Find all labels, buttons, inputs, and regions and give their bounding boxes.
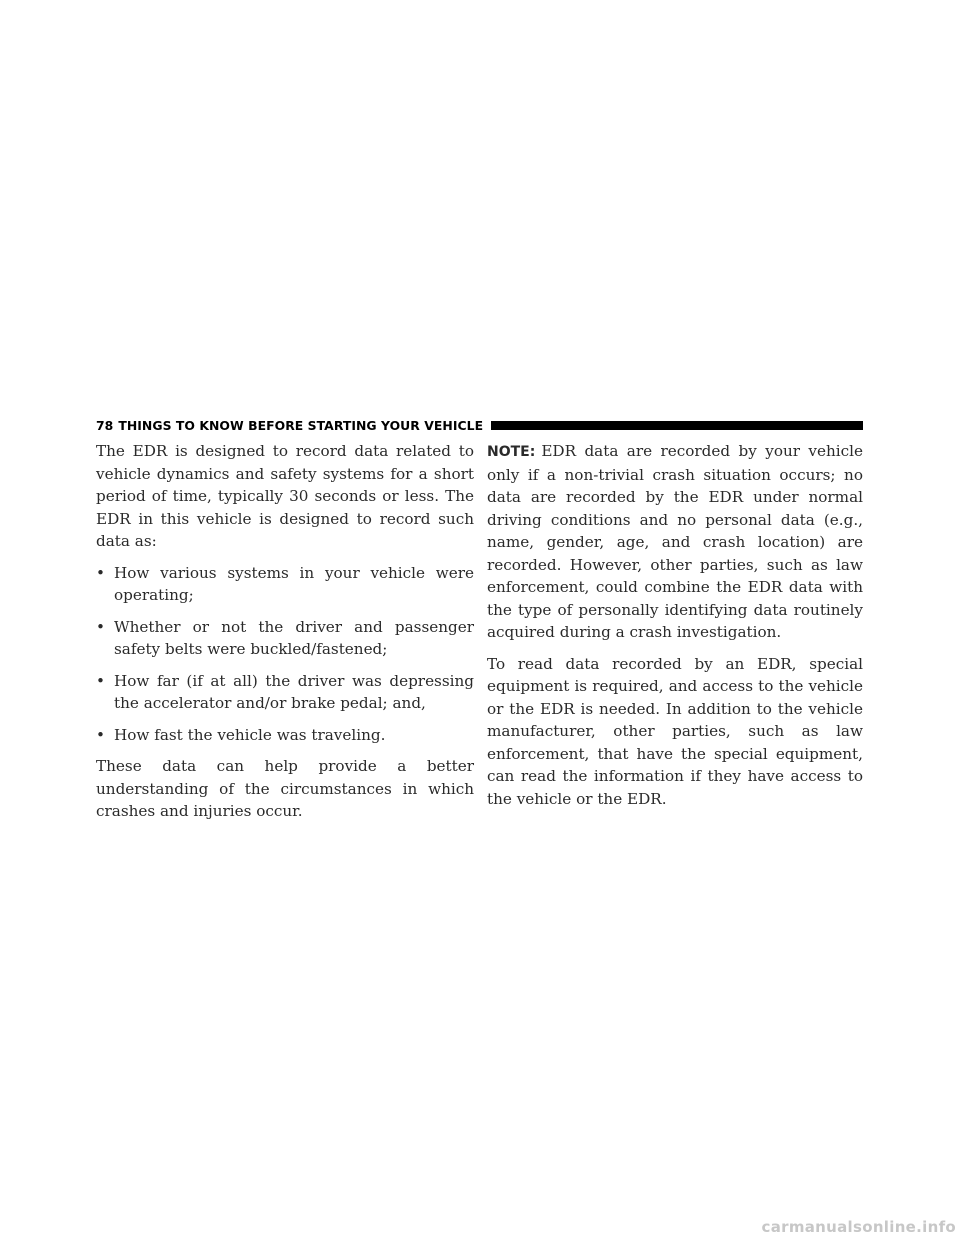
bullet-icon: • <box>96 617 105 636</box>
bullet-icon: • <box>96 671 105 690</box>
list-item <box>96 670 474 715</box>
list-item <box>96 724 474 747</box>
note-text: EDR data are recorded by your vehicle only if a non-trivial crash situation occurs; no data are recorded by the EDR under normal driving conditions and no personal data (e.g., name, gender, age, and crash location) are recorded. However, other parties, such as law enforcement, could combine the EDR data with the type of personally identifying data routinely acquired during a crash investigation. <box>487 442 863 641</box>
list-item-text: Whether or not the driver and passenger safety belts were buckled/fastened; <box>114 617 474 658</box>
page-header <box>96 416 863 434</box>
header-rule <box>491 421 863 430</box>
intro-paragraph: The EDR is designed to record data related to vehicle dynamics and safety systems for a short period of time, typically 30 seconds or less. The EDR in this vehicle is designed to record such data as: <box>96 442 474 550</box>
list-item-text: How fast the vehicle was traveling. <box>114 725 386 744</box>
list-item <box>96 616 474 661</box>
list-item-text: How various systems in your vehicle were operating; <box>114 563 474 604</box>
bullet-icon: • <box>96 563 105 582</box>
list-item-text: How far (if at all) the driver was depressing the accelerator and/or brake pedal; and, <box>114 671 474 712</box>
note-label: NOTE: <box>487 444 536 460</box>
list-item <box>96 562 474 607</box>
watermark: carmanualsonline.info <box>761 1218 956 1236</box>
bullet-icon: • <box>96 725 105 744</box>
bullet-list <box>96 562 474 747</box>
page-number: 78 <box>96 417 114 433</box>
left-column <box>96 440 474 832</box>
closing-paragraph: These data can help provide a better understanding of the circumstances in which crashes and injuries occur. <box>96 757 474 820</box>
note-paragraph <box>487 440 863 644</box>
section-title: THINGS TO KNOW BEFORE STARTING YOUR VEHICLE <box>118 417 484 433</box>
edr-access-paragraph: To read data recorded by an EDR, special equipment is required, and access to the vehicle or the EDR is needed. In addition to the vehicle manufacturer, other parties, such as law enforcement, that have the special equipment, can read the information if they have access to the vehicle or the EDR. <box>487 654 863 808</box>
right-column <box>487 440 863 819</box>
